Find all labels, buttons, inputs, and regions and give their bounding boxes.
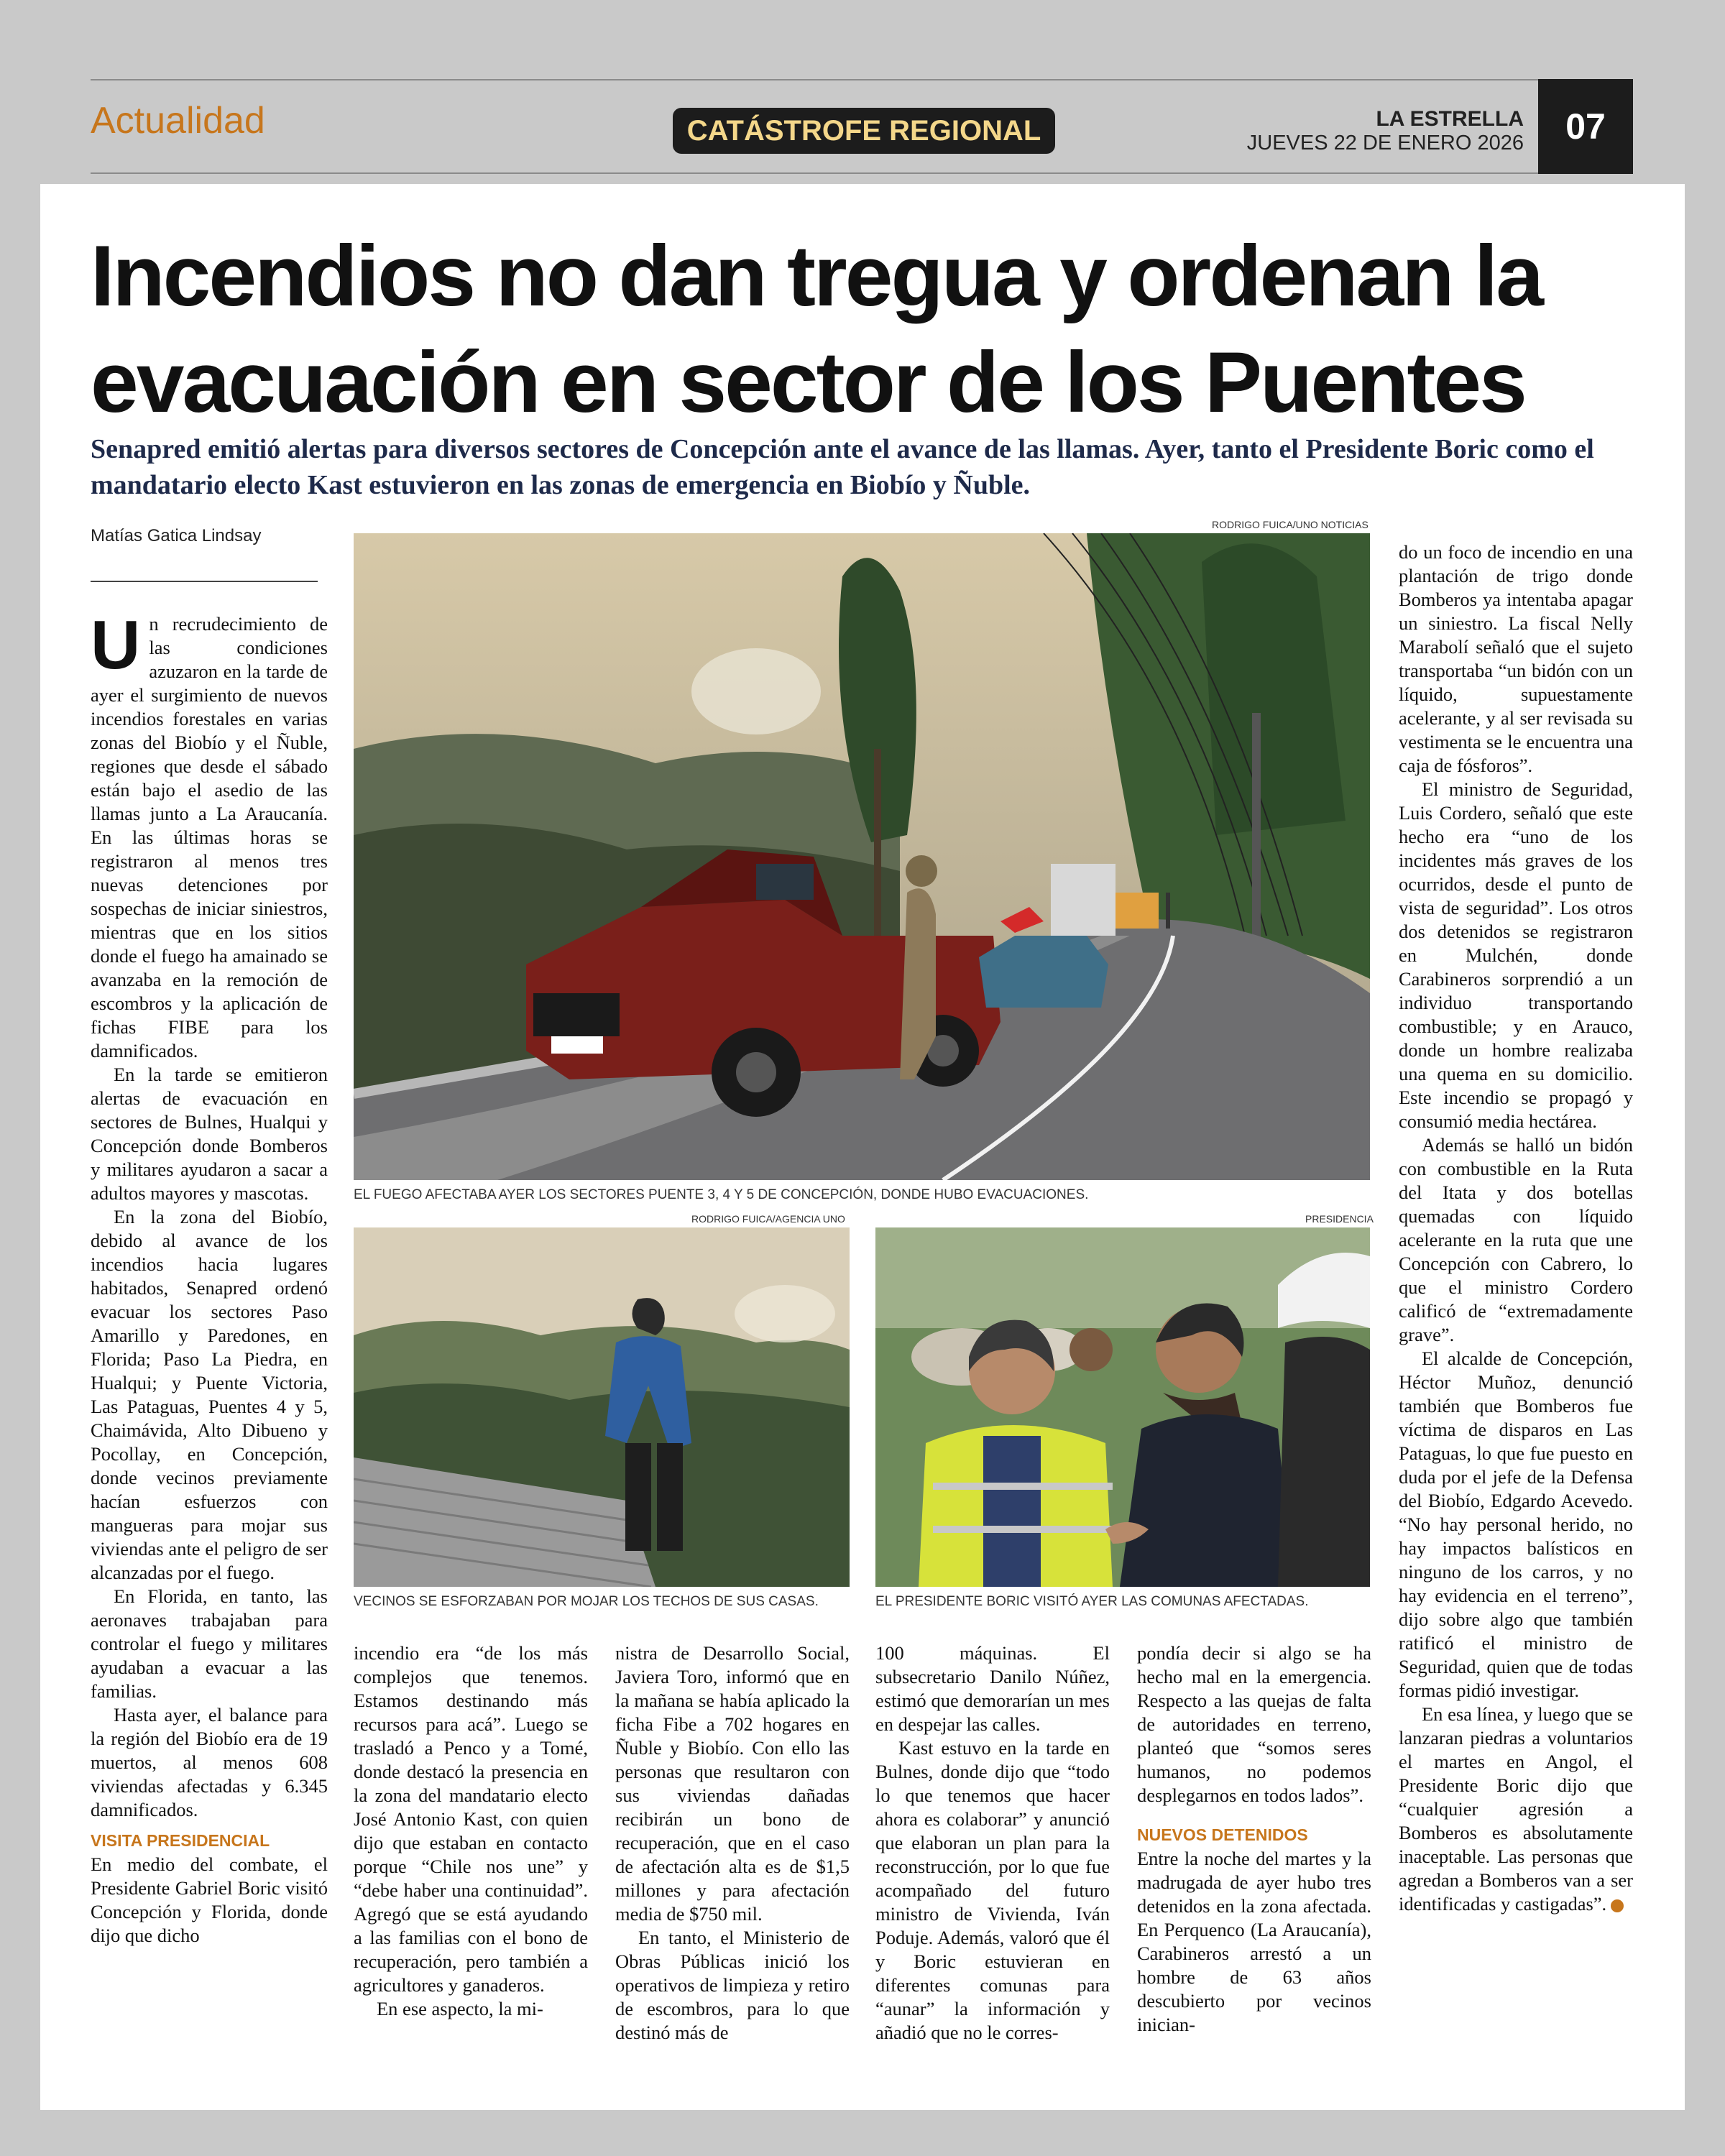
caption-left: VECINOS SE ESFORZABAN POR MOJAR LOS TECHOS DE SUS CASAS. — [354, 1594, 819, 1609]
masthead — [1247, 108, 1524, 155]
column-2 — [354, 1641, 588, 2021]
paragraph: Además se halló un bidón con combustible en la Ruta del Itata y dos botellas quemadas con líquido acelerante en la ruta que une Concepción con Cabrero, lo que el ministro Cordero calificó de “extremadamente grave”. — [1399, 1134, 1633, 1345]
paragraph: El alcalde de Concepción, Héctor Muñoz, denunció también que Bomberos fue víctima de disparos en Las Pataguas, lo que fue puesto en duda por el jefe de la Defensa del Biobío, Edgardo Acevedo. “No hay personal herido, no hay impactos balísticos en ninguno de los carros, y no hay evidencia en el terreno”, dijo sobre algo que también ratificó el ministro de Seguridad, quien que de todas formas pidió investigar. — [1399, 1348, 1633, 1701]
column-3 — [615, 1641, 850, 2045]
issue-date: JUEVES 22 DE ENERO 2026 — [1246, 132, 1524, 155]
paragraph: Kast estuvo en la tarde en Bulnes, donde dijo que “todo lo que tenemos que hacer ahora es colaborar” y anunció que elaboran un plan para la reconstrucción, por lo que fue acompañado del futuro ministro de Vivienda, Iván Poduje. Además, valoró que él y Boric estuvieran en diferentes comunas para “aunar” la información y añadió que no le corres- — [875, 1737, 1110, 2043]
paragraph: do un foco de incendio en una plantación de trigo donde Bomberos ya intentaba apagar un siniestro. La fiscal Nelly Marabolí señaló que el sujeto transportaba “un bidón con un líquido, supuestamente acelerante, y al ser revisada su vestimenta se le encuentra una caja de fósforos”. — [1399, 541, 1633, 776]
caption-main: EL FUEGO AFECTABA AYER LOS SECTORES PUENTE 3, 4 Y 5 DE CONCEPCIÓN, DONDE HUBO EVACUACIONES. — [354, 1187, 1089, 1202]
column-5 — [1137, 1641, 1371, 2037]
subhead-detenidos: NUEVOS DETENIDOS — [1137, 1825, 1308, 1844]
paragraph: 100 máquinas. El subsecretario Danilo Núñez, estimó que demorarían un mes en despejar las calles. — [875, 1642, 1110, 1735]
paragraph: En la tarde se emitieron alertas de evacuación en sectores de Bulnes, Hualqui y Concepción donde Bomberos y militares ayudaron a sacar a adultos mayores y mascotas. — [91, 1064, 328, 1204]
column-6 — [1399, 540, 1633, 1916]
dropcap: U — [91, 607, 141, 683]
section-name: Actualidad — [91, 100, 265, 142]
subhead-visita: VISITA PRESIDENCIAL — [91, 1831, 270, 1850]
photo-credit-left: RODRIGO FUICA/AGENCIA UNO — [691, 1213, 845, 1225]
paragraph: n recrudecimiento de las condiciones azuzaron en la tarde de ayer el surgimiento de nuevos incendios forestales en varias zonas del Biobío y el Ñuble, regiones que desde el sábado están bajo el asedio de las llamas junto a La Araucanía. En las últimas horas se registraron al menos tres nuevas detenciones por sospechas de iniciar siniestros, mientras que en los sitios donde el fuego ha amainado se avanzaba en la remoción de escombros y la aplicación de fichas FIBE para los damnificados. — [91, 613, 328, 1061]
paragraph: En medio del combate, el Presidente Gabriel Boric visitó Concepción y Florida, donde dijo que dicho — [91, 1853, 328, 1946]
paragraph: Entre la noche del martes y la madrugada de ayer hubo tres detenidos en la zona afectada. En Perquenco (La Araucanía), Carabineros arrestó a un hombre de 63 años descubierto por vecinos inician- — [1137, 1848, 1371, 2035]
deck: Senapred emitió alertas para diversos sectores de Concepción ante el avance de las llamas. Ayer, tanto el Presidente Boric como el mandatario electo Kast estuvieron en las zonas de emergencia en Biobío y Ñuble. — [91, 434, 1594, 500]
headline: Incendios no dan tregua y ordenan la evacuación en sector de los Puentes — [91, 228, 1542, 430]
caption-right: EL PRESIDENTE BORIC VISITÓ AYER LAS COMUNAS AFECTADAS. — [875, 1594, 1309, 1609]
page-number: 07 — [1538, 79, 1633, 174]
paragraph-text: En esa línea, y luego que se lanzaran piedras a voluntarios el martes en Angol, el Presidente Boric dijo que “cualquier agresión a Bomberos es absolutamente inaceptable. Las personas que agredan a Bomberos van a ser identificadas y castigadas”. — [1399, 1703, 1633, 1915]
paragraph: Hasta ayer, el balance para la región del Biobío era de 19 muertos, al menos 608 viviendas afectadas y 6.345 damnificados. — [91, 1704, 328, 1820]
header-bottom-rule — [91, 172, 1633, 174]
column-4 — [875, 1641, 1110, 2045]
paragraph: En tanto, el Ministerio de Obras Públicas inició los operativos de limpieza y retiro de escombros, para lo que destinó más de — [615, 1927, 850, 2043]
main-photo — [354, 533, 1370, 1180]
paragraph: En Florida, en tanto, las aeronaves trabajaban para controlar el fuego y militares ayudaban a evacuar a las familias. — [91, 1585, 328, 1702]
paragraph: incendio era “de los más complejos que tenemos. Estamos destinando más recursos para acá”. Luego se trasladó a Penco y a Tomé, donde destacó la presencia en la zona del mandatario electo José Antonio Kast, con quien dijo que estaban en contacto porque “Chile nos une” y “debe haber una continuidad”. Agregó que se está ayudando a las familias con el bono de recuperación, pero también a agricultores y ganaderos. — [354, 1642, 588, 1996]
photo-credit-right: PRESIDENCIA — [1305, 1213, 1374, 1225]
left-photo — [354, 1227, 850, 1587]
paragraph: nistra de Desarrollo Social, Javiera Toro, informó que en la mañana se había aplicado la ficha Fibe a 702 hogares en Ñuble y Biobío. Con ello las personas que resultaron con sus viviendas dañadas recibirán un bono de recuperación, que en el caso de afectación alta es de $1,5 millones y para afectación media de $750 mil. — [615, 1642, 850, 1925]
kicker-label: CATÁSTROFE REGIONAL — [673, 108, 1055, 154]
paragraph: El ministro de Seguridad, Luis Cordero, señaló que este hecho era “uno de los incidentes más graves de los ocurridos, desde el punto de vista de seguridad”. Los otros dos detenidos se registraron en Mulchén, donde Carabineros sorprendió a un individuo transportando combustible; y en Arauco, donde un hombre realizaba una quema en su domicilio. Este incendio se propagó y consumió media hectárea. — [1399, 778, 1633, 1132]
end-mark-icon — [1611, 1899, 1624, 1912]
newspaper-name: LA ESTRELLA — [1376, 107, 1524, 131]
byline: Matías Gatica Lindsay — [91, 526, 262, 545]
paragraph: pondía decir si algo se ha hecho mal en la emergencia. Respecto a las quejas de falta de autoridades en terreno, planteó que “somos seres humanos, no podemos desplegarnos en todos lados”. — [1137, 1642, 1371, 1806]
paragraph: En la zona del Biobío, debido al avance de los incendios hacia lugares habitados, Senapred ordenó evacuar los sectores Paso Amarillo y Paredones, en Florida; Paso La Piedra, en Hualqui; y Puente Victoria, Las Pataguas, Puentes 4 y 5, Chaimávida, Alto Dibueno y Pocollay, en Concepción, donde vecinos previamente hacían esfuerzos con mangueras para mojar sus viviendas ante el peligro de ser alcanzadas por el fuego. — [91, 1206, 328, 1583]
paragraph — [1399, 1703, 1633, 1916]
right-photo — [875, 1227, 1370, 1587]
column-1 — [91, 607, 328, 1948]
photo-credit-main: RODRIGO FUICA/UNO NOTICIAS — [1212, 519, 1368, 530]
header-top-rule — [91, 79, 1633, 80]
byline-rule — [91, 581, 318, 582]
paragraph: En ese aspecto, la mi- — [377, 1998, 543, 2019]
